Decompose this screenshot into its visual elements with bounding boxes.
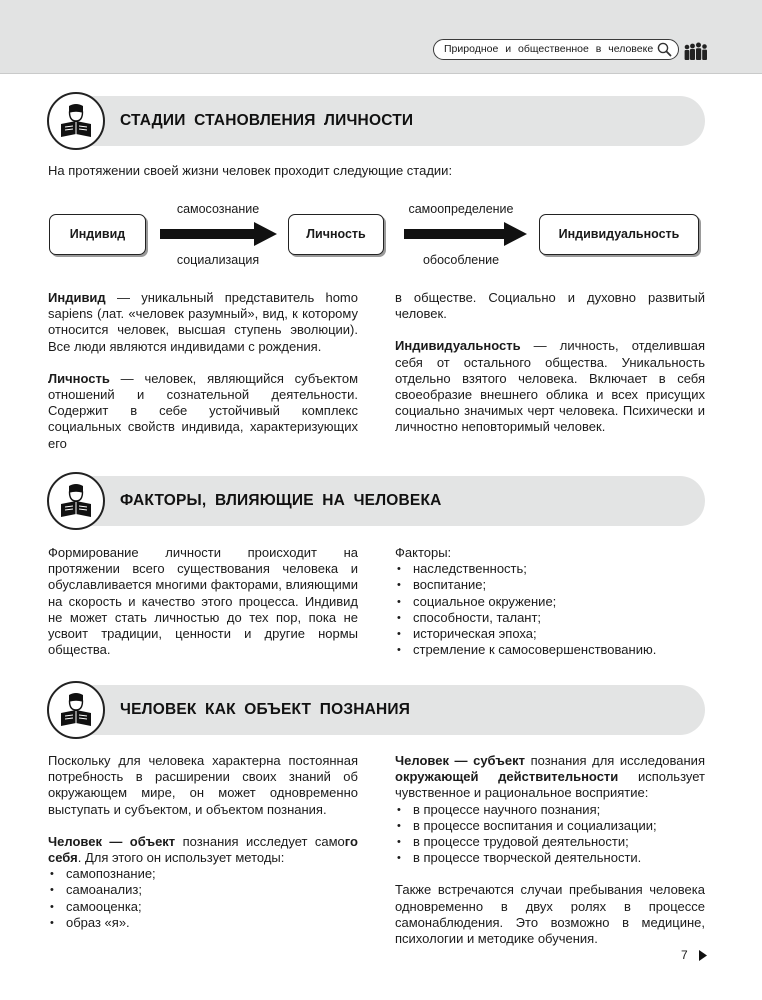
reader-icon <box>60 483 92 519</box>
paragraph-text: познания исследует само <box>175 833 345 849</box>
stage-box-individuality: Индивидуальность <box>539 214 699 255</box>
processes-list <box>395 802 705 867</box>
arrow-label: обособление <box>422 253 500 267</box>
paragraph <box>395 753 705 802</box>
term: Индивидуальность <box>395 338 521 354</box>
methods-list <box>48 866 358 931</box>
search-field[interactable] <box>433 39 679 60</box>
search-icon[interactable] <box>657 42 672 57</box>
list-item: • в процессе трудовой деятельности; <box>395 834 705 850</box>
list-item: • самопознание; <box>48 866 358 882</box>
search-text: Природное и общественное в человеке <box>444 43 654 55</box>
page-number: 7 <box>681 948 688 962</box>
paragraph <box>395 338 705 435</box>
paragraph-text: — личность, отделившая себя от остального общества. Уникальность отдельно взятого человека. Включает в себя своеобразие внешнего облика и всех присущих социально значимых черт человека. Психически и личностно неповторимый человек. <box>395 338 705 435</box>
paragraph: Также встречаются случаи пребывания человека одновременно в двух ролях в процессе самонаблюдения. Это возможно в медицине, психологии и методике обучения. <box>395 882 705 947</box>
paragraph: в обществе. Социально и духовно развитый человек. <box>395 290 705 322</box>
stage-box-individual: Индивид <box>49 214 146 255</box>
factors-label: Факторы: <box>395 545 452 560</box>
term: Человек — субъект <box>395 753 525 768</box>
reader-icon <box>60 103 92 139</box>
term: Индивид <box>48 290 106 305</box>
section-badge <box>47 92 105 150</box>
column-right <box>395 753 705 947</box>
arrow-label: самоопределение <box>408 202 514 216</box>
term: го себя <box>48 833 358 866</box>
column-right <box>395 545 705 658</box>
paragraph <box>48 290 358 355</box>
paragraph <box>48 371 358 452</box>
next-page-arrow-icon[interactable] <box>699 950 707 961</box>
column-left: Формирование личности происходит на протяжении всего существования человека и обуславливается многими факторами, влияющими на скорость и качество этого процесса. Индивид не может стать личностью до тех пор, пока не усвоит традиции, ценности и другие нормы общества. <box>48 545 358 658</box>
list-item: • в процессе воспитания и социализации; <box>395 818 705 834</box>
section-title: ФАКТОРЫ, ВЛИЯЮЩИЕ НА ЧЕЛОВЕКА <box>120 492 442 509</box>
paragraph: Поскольку для человека характерна постоянная потребность в расширении своих знаний об окружающем мире, он может одновременно выступать и субъектом, и объектом познания. <box>48 753 358 817</box>
header-bar <box>0 0 762 74</box>
list-item: • воспитание; <box>395 577 705 593</box>
column-left <box>48 290 358 452</box>
flow-arrow <box>160 222 277 246</box>
paragraph-text: использует чувственное и рациональное восприятие: <box>395 769 705 801</box>
paragraph-text: познания для исследования <box>525 753 705 768</box>
paragraph-text: — уникальный представитель homo sapiens (лат. «человек разумный», вид, к которому относится человек, высшая ступень эволюции). Все люди являются индивидами с рождения. <box>48 290 358 354</box>
paragraph-text: — человек, являющийся субъектом отношений и сознательной деятельности. Содержит в себе устойчивый комплекс социальных свойств индивида, характеризующих его <box>48 370 358 451</box>
list-item: • наследственность; <box>395 561 705 577</box>
term: Личность <box>48 370 110 386</box>
section-badge <box>47 472 105 530</box>
list-item: • образ «я». <box>48 915 358 931</box>
list-item: • социальное окружение; <box>395 594 705 610</box>
section-title: СТАДИИ СТАНОВЛЕНИЯ ЛИЧНОСТИ <box>120 112 414 129</box>
list-item: • в процессе научного познания; <box>395 802 705 818</box>
column-right <box>395 290 705 436</box>
column-left <box>48 753 358 931</box>
factors-list <box>395 561 705 658</box>
paragraph-text: . Для этого он использует методы: <box>77 850 285 866</box>
intro-text: На протяжении своей жизни человек проходит следующие стадии: <box>48 163 453 178</box>
list-item: • способности, талант; <box>395 610 705 626</box>
list-item: • стремление к самосовершенствованию. <box>395 642 705 658</box>
section-title: ЧЕЛОВЕК КАК ОБЪЕКТ ПОЗНАНИЯ <box>120 701 411 718</box>
people-group-icon <box>683 41 709 61</box>
list-item: • историческая эпоха; <box>395 626 705 642</box>
paragraph <box>48 834 358 866</box>
list-item: • самоанализ; <box>48 882 358 898</box>
arrow-label: социализация <box>176 253 260 267</box>
term: Человек — объект <box>48 833 176 849</box>
list-item: • самооценка; <box>48 899 358 915</box>
arrow-label: самосознание <box>176 202 260 216</box>
reader-icon <box>60 692 92 728</box>
section-badge <box>47 681 105 739</box>
list-item: • в процессе творческой деятельности. <box>395 850 705 866</box>
stage-box-personality: Личность <box>288 214 384 255</box>
term: окружающей действительности <box>395 769 619 785</box>
flow-arrow <box>404 222 527 246</box>
